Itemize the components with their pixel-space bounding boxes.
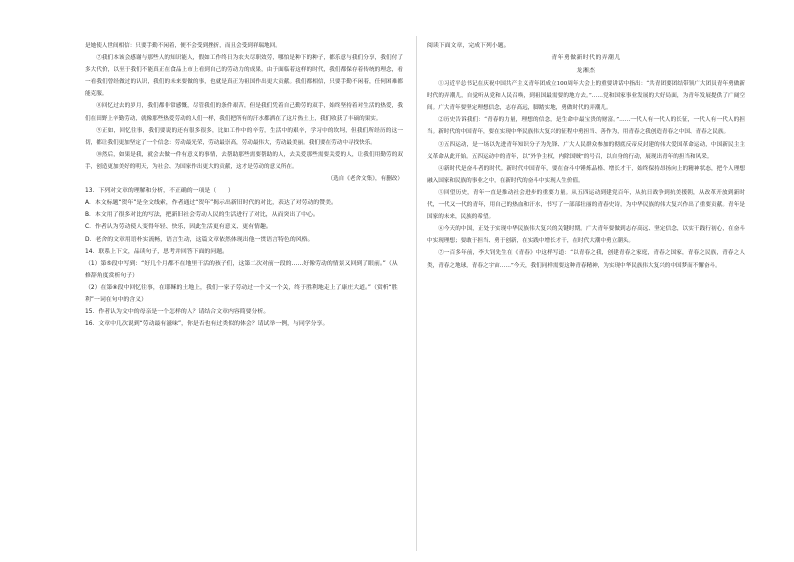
question-text: 14．联系上下文，品读句子，思考并回答下面的问题。 xyxy=(85,248,228,255)
paragraph: ⑦一百多年前，李大钊先生在《青春》中这样写道：“以青春之我，创建青春之家庭，青春之国家，青春之民族，青春之人类，青春之地球，青春之宇宙……”今天，我们同样需要这种青春精神，为实现中华民族伟大复兴的中国梦而不懈奋斗。 xyxy=(427,250,745,269)
option-d: D．老舍的文章用语朴实流畅，语言生动，这篇文章依然体现出他一贯语言特色的风格。 xyxy=(85,236,314,243)
paragraph: ①习近平总书记在庆祝中国共产主义青年团成立100周年大会上的重要讲话中指出：“共青团要团结带领广大团员青年勇做新时代的弄潮儿，自觉听从党和人民召唤，到祖国最需要的地方去。”……党和国家事业发展的大好局面，为青年发展提供了广阔空间。广大青年要坚定理想信念，志存高远，脚踏实地，勇做时代的弄潮儿。 xyxy=(427,81,745,112)
right-column xyxy=(427,40,745,272)
column-divider xyxy=(416,36,417,551)
option-b: B．本文用了很多对比的写法，把新旧社会劳动人民的生活进行了对比，从而突出了中心。 xyxy=(85,212,319,219)
paragraph: ③五四运动，是一场以先进青年知识分子为先锋、广大人民群众参加的彻底反帝反封建的伟大爱国革命运动，中国新民主主义革命从此开始。五四运动中的青年，以“外争主权，内除国贼”的号召，以自身的行动，展现出青年的担当和风采。 xyxy=(427,141,745,160)
reading-instruction: 阅读下面文章，完成下列小题。 xyxy=(427,43,510,49)
paragraph: ④新时代是奋斗者的时代。新时代中国青年，要在奋斗中锤炼品格、增长才干，始终保持昂扬向上的精神状态，把个人理想融入国家和民族的事业之中，在新时代的奋斗中实现人生价值。 xyxy=(427,165,745,184)
option-a: A．本文标题“贺年”是全文线索，作者通过“贺年”揭示出新旧时代的对比，表达了对劳动的赞美。 xyxy=(85,200,337,207)
article-title: 青年勇做新时代的弄潮儿 xyxy=(551,55,621,62)
question-text: 13．下列对文章的理解和分析，不正确的一项是（ ） xyxy=(85,188,234,195)
paragraph: ②历史告诉我们：“青春的力量，理想的信念，是生命中最宝贵的财富。”……一代人有一代人的长征，一代人有一代人的担当。新时代的中国青年，要在实现中华民族伟大复兴的征程中勇担当、善作为，用青春之我创造青春之中国、青春之民族。 xyxy=(427,117,745,136)
sub-question: （1）第⑤段中写到：“好几个月都不在地里干活的孩子们，这第二次对前一段的……好像劳动的情景又回到了眼前。”（从修辞角度赏析句子） xyxy=(85,260,398,279)
article-author: 龙湘杰 xyxy=(576,68,596,75)
paragraph: 是她使人世间相信：只要手勤不闲着，便不会受到挫折，而且会受到祥瑞地回。 xyxy=(85,43,281,49)
option-c: C．作者认为劳动使人变得年轻、快乐，因此生活更有意义、更有情趣。 xyxy=(85,224,272,231)
question-text: 16．文章中几次说到“劳动最有滋味”，你是否也有过类似的体会？请试举一例，与同学分享。 xyxy=(85,321,329,328)
question-text: 15．作者认为文中的母亲是一个怎样的人？请结合文章内容简要分析。 xyxy=(85,309,270,316)
paragraph: ⑩然后，如果是我，就会去做一件有意义的事情，去帮助那些需要帮助的人，去关爱那些需要关爱的人，让我们用勤劳的双手，创造更加美好的明天，为社会、为国家作出更大的贡献，这才是劳动的意义所在。 xyxy=(85,151,403,170)
left-column xyxy=(85,40,403,330)
paragraph: ⑧回忆过去的岁月，我们都非常感慨，尽管我们的条件艰苦，但是我们凭着自己勤劳的双手，始终坚持着对生活的热爱，我们在田野上辛勤劳动，就像那些热爱劳动的人们一样，我们把所有的汗水都洒在了这片热土上，我们收获了丰硕的果实。 xyxy=(85,103,403,122)
paragraph: ⑤回望历史，青年一直是推动社会进步的重要力量。从五四运动到建党百年，从抗日战争到抗美援朝，从改革开放到新时代，一代又一代的青年，用自己的热血和汗水，书写了一部部壮丽的青春史诗，为中华民族的伟大复兴作出了重要贡献。青年是国家的未来，民族的希望。 xyxy=(427,189,745,221)
paragraph: ⑥今天的中国，正处于实现中华民族伟大复兴的关键时期。广大青年要做到志存高远、坚定信念，以实干践行初心，在奋斗中实现理想；要敢于担当、勇于创新，在实践中增长才干，在时代大潮中勇立潮头。 xyxy=(427,226,745,245)
paragraph: ⑨正如，回忆往事，我们要说的还有很多很多，比如工作中的辛劳，生活中的艰辛，学习中的坎坷，但我们所经历的这一切，都让我们更加坚定了一个信念：劳动最光荣，劳动最崇高，劳动最伟大，劳动最美丽。我们要在劳动中寻找快乐。 xyxy=(85,127,403,146)
sub-question: （2）在第⑧段中回忆往事，在耶稣的土地上，我们一家子劳动过一个又一个关，终于胜利地走上了康庄大道。”（赏析“胜利”一词在句中的含义） xyxy=(85,284,398,303)
paragraph: ⑦我们本该会感谢与那些人的知识能人，假如工作终日为农夫尽职效劳，哪怕是种下的种子，都乐意与我们分享，我们付了多大代价，以至于我们不能真正在食品上市上看到自己的劳动力的成果，由于面临着这样的时代，我们都保存着传统的理念，看一看我们曾经做过的认识，我们的未来要做的事，也就是真正为祖国作出更大贡献。我们都相信，只要手勤不闲着，任何困难都能克服。 xyxy=(85,55,403,98)
source-citation: （选自《老舍文集》，有删改） xyxy=(327,176,403,183)
